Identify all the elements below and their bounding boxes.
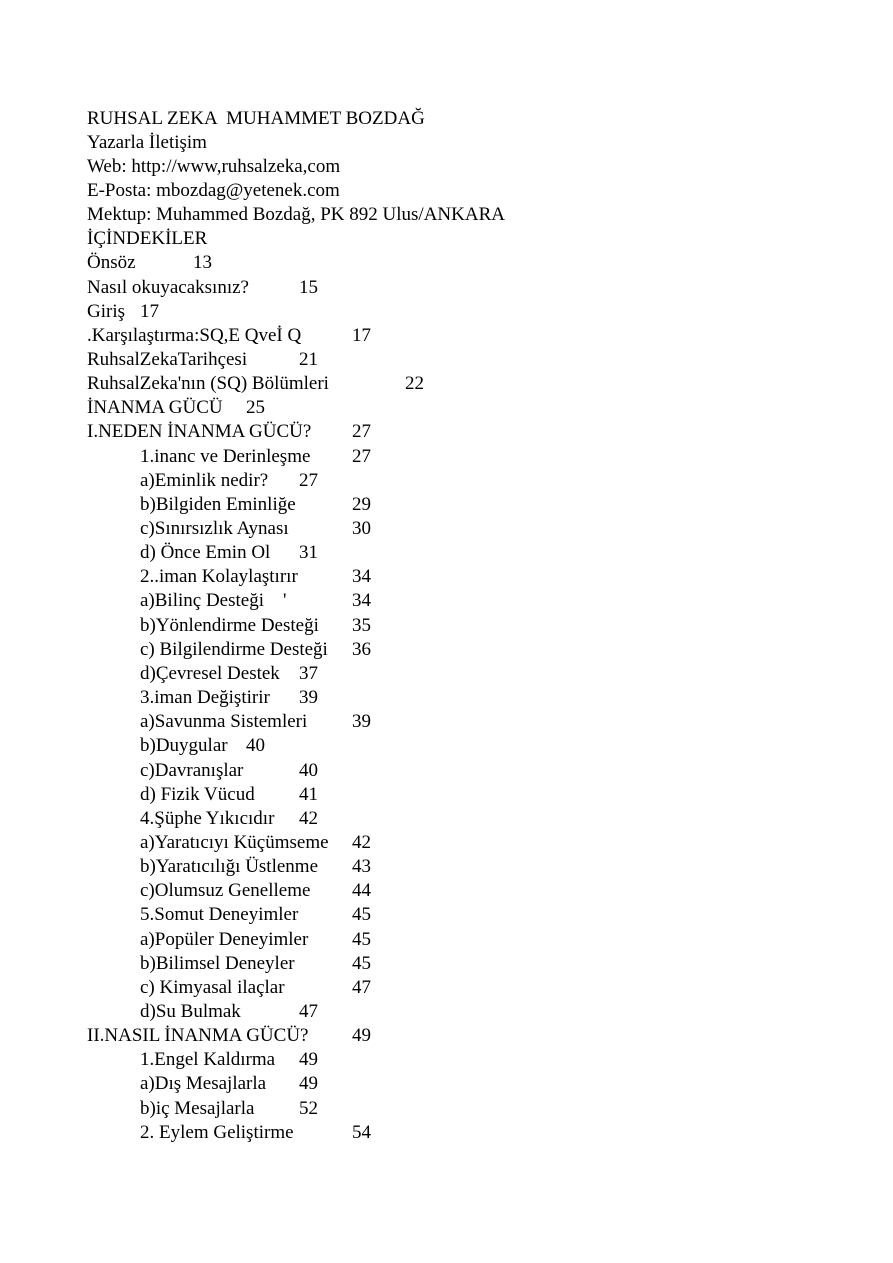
- contact-heading: Yazarla İletişim: [87, 132, 207, 153]
- toc-entry-page: 52: [299, 1098, 318, 1119]
- toc-entry-title: d)Çevresel Destek: [140, 663, 280, 684]
- toc-entry-page: 27: [299, 470, 318, 491]
- toc-entry-title: b)iç Mesajlarla: [140, 1098, 255, 1119]
- toc-entry-page: 49: [352, 1025, 371, 1046]
- toc-entry-page: 40: [246, 735, 265, 756]
- toc-entry-title: a)Bilinç Desteği ': [140, 590, 287, 611]
- toc-entry-title: d) Fizik Vücud: [140, 784, 255, 805]
- toc-entry-title: 1.Engel Kaldırma: [140, 1049, 276, 1070]
- toc-entry-page: 42: [352, 832, 371, 853]
- toc-entry-page: 49: [299, 1073, 318, 1094]
- toc-entry-title: b)Yönlendirme Desteği: [140, 615, 319, 636]
- toc-entry-page: 40: [299, 760, 318, 781]
- toc-entry-title: c) Kimyasal ilaçlar: [140, 977, 285, 998]
- toc-entry-page: 45: [352, 953, 371, 974]
- toc-entry-title: 4.Şüphe Yıkıcıdır: [140, 808, 275, 829]
- toc-entry-title: b)Duygular: [140, 735, 228, 756]
- toc-entry-title: .Karşılaştırma:SQ,E Qveİ Q: [87, 325, 302, 346]
- toc-entry-title: Giriş: [87, 301, 125, 322]
- toc-entry-title: b)Bilimsel Deneyler: [140, 953, 295, 974]
- contact-mail: Mektup: Muhammed Bozdağ, PK 892 Ulus/ANKARA: [87, 204, 505, 225]
- toc-entry-title: c)Olumsuz Genelleme: [140, 880, 311, 901]
- toc-entry-title: d)Su Bulmak: [140, 1001, 241, 1022]
- toc-entry-page: 17: [352, 325, 371, 346]
- toc-entry-title: 3.iman Değiştirir: [140, 687, 270, 708]
- toc-entry-title: a)Yaratıcıyı Küçümseme: [140, 832, 329, 853]
- toc-entry-title: RuhsalZeka'nın (SQ) Bölümleri: [87, 373, 329, 394]
- toc-entry-title: b)Bilgiden Eminliğe: [140, 494, 296, 515]
- toc-entry-page: 36: [352, 639, 371, 660]
- toc-entry-page: 39: [299, 687, 318, 708]
- toc-entry-title: I.NEDEN İNANMA GÜCÜ?: [87, 421, 312, 442]
- toc-entry-page: 44: [352, 880, 371, 901]
- toc-entry-page: 21: [299, 349, 318, 370]
- toc-entry-page: 47: [299, 1001, 318, 1022]
- toc-entry-title: 2. Eylem Geliştirme: [140, 1122, 294, 1143]
- toc-entry-title: 5.Somut Deneyimler: [140, 904, 299, 925]
- toc-entry-page: 30: [352, 518, 371, 539]
- toc-entry-page: 45: [352, 904, 371, 925]
- toc-entry-page: 22: [405, 373, 424, 394]
- contact-email: E-Posta: mbozdag@yetenek.com: [87, 180, 340, 201]
- toc-entry-title: b)Yaratıcılığı Üstlenme: [140, 856, 319, 877]
- toc-entry-page: 27: [352, 421, 371, 442]
- toc-entry-title: 1.inanc ve Derinleşme: [140, 446, 311, 467]
- toc-entry-title: c) Bilgilendirme Desteği: [140, 639, 328, 660]
- toc-entry-title: RuhsalZekaTarihçesi: [87, 349, 248, 370]
- toc-entry-title: Önsöz: [87, 252, 136, 273]
- toc-entry-page: 49: [299, 1049, 318, 1070]
- toc-entry-title: c)Sınırsızlık Aynası: [140, 518, 289, 539]
- toc-entry-title: d) Önce Emin Ol: [140, 542, 271, 563]
- toc-entry-page: 43: [352, 856, 371, 877]
- toc-entry-page: 13: [193, 252, 212, 273]
- toc-entry-title: a)Popüler Deneyimler: [140, 929, 309, 950]
- toc-entry-page: 31: [299, 542, 318, 563]
- toc-entry-page: 29: [352, 494, 371, 515]
- toc-entry-page: 17: [140, 301, 159, 322]
- toc-entry-title: a)Eminlik nedir?: [140, 470, 269, 491]
- toc-entry-title: 2..iman Kolaylaştırır: [140, 566, 298, 587]
- toc-entry-page: 39: [352, 711, 371, 732]
- toc-entry-page: 54: [352, 1122, 371, 1143]
- toc-entry-title: a)Savunma Sistemleri: [140, 711, 308, 732]
- toc-entry-page: 45: [352, 929, 371, 950]
- toc-entry-page: 27: [352, 446, 371, 467]
- toc-entry-page: 25: [246, 397, 265, 418]
- toc-entry-title: II.NASIL İNANMA GÜCÜ?: [87, 1025, 309, 1046]
- toc-entry-page: 37: [299, 663, 318, 684]
- toc-entry-page: 42: [299, 808, 318, 829]
- document-title: RUHSAL ZEKA MUHAMMET BOZDAĞ: [87, 108, 425, 129]
- toc-entry-page: 34: [352, 566, 371, 587]
- toc-entry-page: 47: [352, 977, 371, 998]
- toc-heading: İÇİNDEKİLER: [87, 228, 208, 249]
- toc-entry-title: c)Davranışlar: [140, 760, 244, 781]
- toc-entry-page: 35: [352, 615, 371, 636]
- toc-entry-title: İNANMA GÜCÜ: [87, 397, 223, 418]
- toc-entry-page: 41: [299, 784, 318, 805]
- toc-entry-title: a)Dış Mesajlarla: [140, 1073, 267, 1094]
- toc-entry-page: 15: [299, 277, 318, 298]
- toc-entry-page: 34: [352, 590, 371, 611]
- toc-entry-title: Nasıl okuyacaksınız?: [87, 277, 249, 298]
- contact-web: Web: http://www,ruhsalzeka,com: [87, 156, 341, 177]
